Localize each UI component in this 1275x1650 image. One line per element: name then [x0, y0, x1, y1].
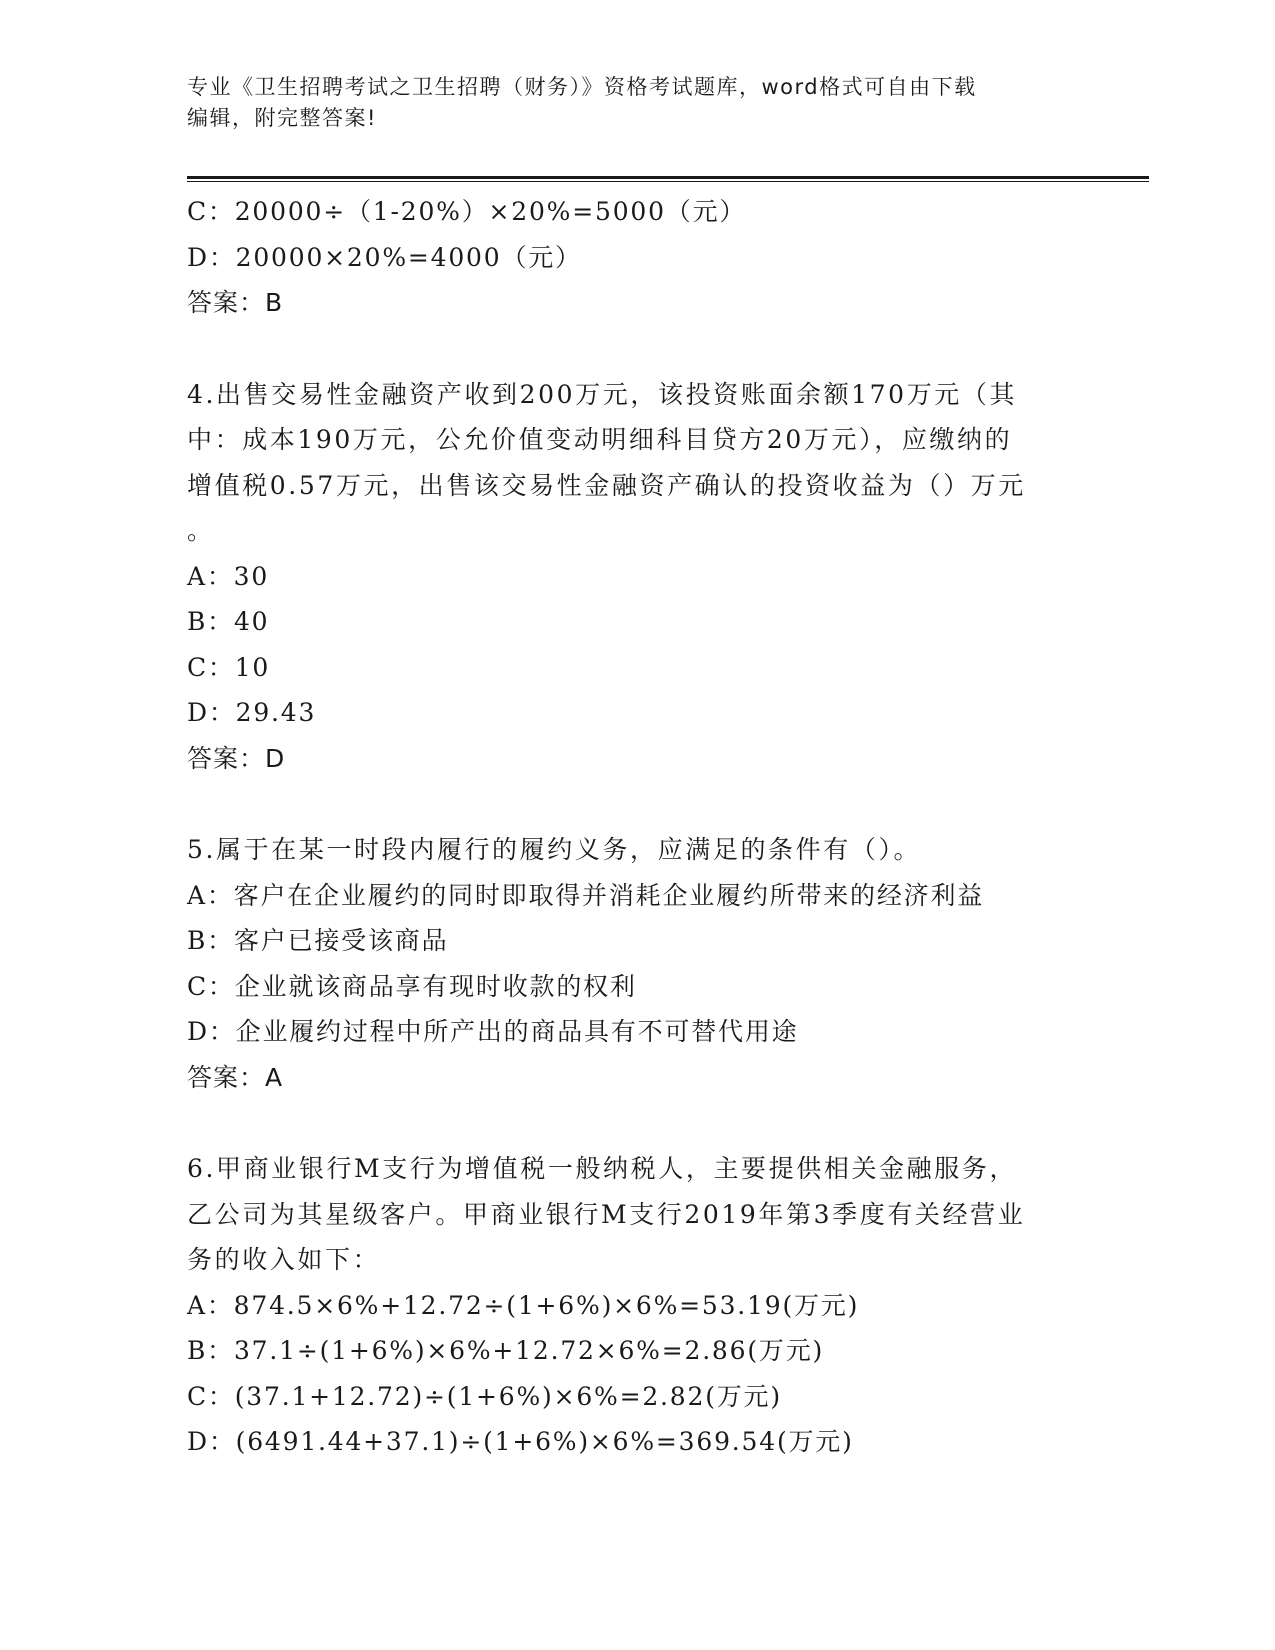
q6-text-line-3: 务的收入如下： [187, 1245, 381, 1274]
q4-answer: 答案：D [187, 743, 286, 773]
question-5 [187, 827, 1077, 1100]
spacer [187, 1100, 1077, 1146]
q6-option-d: D：(6491.44+37.1)÷(1+6%)×6%=369.54(万元) [187, 1427, 854, 1456]
question-3-tail [187, 189, 1077, 326]
q4-option-b: B：40 [187, 607, 270, 636]
q6-text-line-2: 乙公司为其星级客户。甲商业银行M支行2019年第3季度有关经营业 [187, 1199, 1026, 1229]
q3-option-d: D：20000×20%=4000（元） [187, 242, 582, 272]
q6-text-line-1: 6.甲商业银行M支行为增值税一般纳税人，主要提供相关金融服务， [187, 1154, 1018, 1183]
spacer [187, 781, 1077, 827]
header-divider-thick [187, 176, 1149, 179]
q6-option-a: A：874.5×6%+12.72÷(1+6%)×6%=53.19(万元) [187, 1290, 860, 1320]
q5-option-d: D：企业履约过程中所产出的商品具有不可替代用途 [187, 1017, 799, 1046]
q3-option-c: C：20000÷（1-20%）×20%=5000（元） [187, 197, 747, 226]
q4-option-a: A：30 [187, 561, 270, 591]
q4-option-d: D：29.43 [187, 698, 317, 727]
header-line-2: 编辑，附完整答案! [187, 106, 377, 130]
q4-option-c: C：10 [187, 652, 271, 682]
spacer [187, 326, 1077, 372]
header-line-1: 专业《卫生招聘考试之卫生招聘（财务）》资格考试题库，word格式可自由下载 [187, 75, 977, 99]
q5-option-a: A：客户在企业履约的同时即取得并消耗企业履约所带来的经济利益 [187, 880, 985, 910]
q4-text-line-2: 中：成本190万元，公允价值变动明细科目贷方20万元），应缴纳的 [187, 425, 1013, 454]
question-6 [187, 1146, 1077, 1465]
q4-text-line-1: 4.出售交易性金融资产收到200万元，该投资账面余额170万元（其 [187, 379, 1018, 409]
q6-option-b: B：37.1÷(1+6%)×6%+12.72×6%=2.86(万元) [187, 1336, 825, 1365]
q5-option-b: B：客户已接受该商品 [187, 926, 449, 955]
question-content [187, 189, 1077, 1465]
q4-text-line-4: 。 [187, 516, 215, 545]
q4-text-line-3: 增值税0.57万元，出售该交易性金融资产确认的投资收益为（）万元 [187, 470, 1026, 500]
q5-option-c: C：企业就该商品享有现时收款的权利 [187, 971, 637, 1001]
q6-option-c: C：(37.1+12.72)÷(1+6%)×6%=2.82(万元) [187, 1381, 782, 1411]
header-divider-thin [187, 181, 1149, 182]
q5-answer: 答案：A [187, 1062, 284, 1092]
q5-text-line-1: 5.属于在某一时段内履行的履约义务，应满足的条件有（）。 [187, 835, 922, 864]
question-4 [187, 372, 1077, 782]
document-header [187, 72, 1067, 134]
q3-answer: 答案：B [187, 288, 284, 317]
